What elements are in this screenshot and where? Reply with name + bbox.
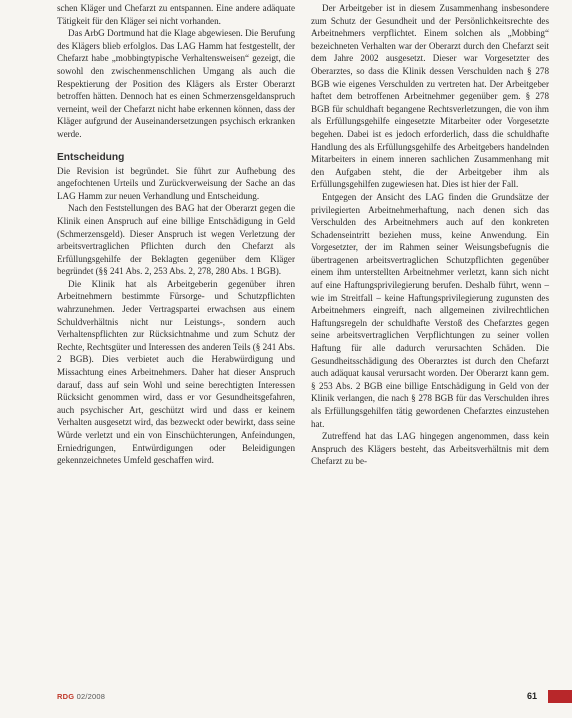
page-footer xyxy=(0,690,572,704)
paragraph: Zutreffend hat das LAG hingegen angenommen, dass kein Anspruch des Klägers besteht, das Arbeitsverhältnis mit dem Chefarzt zu be- xyxy=(311,431,549,467)
issue-number: 02/2008 xyxy=(76,692,106,701)
paragraph: Das ArbG Dortmund hat die Klage abgewiesen. Die Berufung des Klägers blieb erfolglos. Das LAG Hamm hat festgestellt, der Chefarzt habe „mobbingtypische Verhaltensweisen“ gezeigt, die sowohl den zwischenmenschlichen Umgang als auch die Respektierung der Position des Klägers als Erster Oberarzt betroffen hätten. Dennoch hat es einen Schmerzensgeldanspruch verneint, weil der Chefarzt nicht habe erkennen können, dass der Kläger aufgrund der Auseinandersetzungen psychisch erkranken werde. xyxy=(57,28,295,139)
paragraph: Die Revision ist begründet. Sie führt zur Aufhebung des angefochtenen Urteils und Zurückverweisung der Sache an das LAG Hamm zur neuen Verhandlung und Entscheidung. xyxy=(57,165,295,201)
paragraph: Die Klinik hat als Arbeitgeberin gegenüber ihren Arbeitnehmern bestimmte Fürsorge- und Schutzpflichten wahrzunehmen. Jeder Vertragspartei erwachsen aus einem Schuldverhältnis nicht nur Leistungs-, sondern auch Verhaltenspflichten zur Rücksichtnahme und zum Schutz der Rechte, Rechtsgüter und Interessen des anderen Teils (§ 241 Abs. 2 BGB). Dies verbietet auch die Herabwürdigung und Missachtung eines Arbeitnehmers. Daher hat dieser Anspruch darauf, dass auf sein Wohl und seine berechtigten Interessen Rücksicht genommen wird, dass er vor Gesundheitsgefahren, auch psychischer Art, geschützt wird und dass er keinem Verhalten ausgesetzt wird, das bezweckt oder bewirkt, dass seine Würde verletzt und ein von Einschüchterungen, Anfeindungen, Erniedrigungen, Entwürdigungen oder Beleidigungen gekennzeichnetes Umfeld geschaffen wird. xyxy=(57,278,295,466)
left-column xyxy=(57,2,295,467)
page-color-tab xyxy=(548,690,572,703)
paragraph: Entgegen der Ansicht des LAG finden die Grundsätze der privilegierten Arbeitnehmerhaftung, nach denen sich das Verschulden des Arbeitnehmers auch auf den konkreten Schadenseintritt beziehen muss, keine Anwendung. Ein Vorgesetzter, der im Rahmen seiner Weisungsbefugnis die übertragenen arbeitsvertraglichen Schutzpflichten gegenüber einem ihm unterstellten Arbeitnehmer verletzt, kann sich nicht auf eine Haftungsprivilegierung berufen. Deshalb führt, wenn – wie im Streitfall – keine Haftungsprivilegierung zugunsten des Arbeitnehmers eingreift, nach allgemeinen zivilrechtlichen Haftungsregeln der schuldhafte Verstoß des Chefarztes gegen seine arbeitsvertraglichen Verpflichtungen zu seiner vollen Haftung für alle dadurch verursachten Schäden. Die Gesundheitsschädigung des Oberarztes ist durch den Chefarzt auch adäquat kausal verursacht worden. Der Oberarzt kann gem. § 253 Abs. 2 BGB eine billige Entschädigung in Geld von der Klinik verlangen, die nach § 278 BGB für das Verschulden ihres als Erfüllungsgehilfen tätig gewordenen Chefarztes einzustehen hat. xyxy=(311,191,549,429)
paragraph: schen Kläger und Chefarzt zu entspannen. Eine andere adäquate Tätigkeit für den Kläger sei nicht vorhanden. xyxy=(57,3,295,26)
paragraph: Nach den Feststellungen des BAG hat der Oberarzt gegen die Klinik einen Anspruch auf eine billige Entschädigung in Geld (Schmerzensgeld). Dieser Anspruch ist wegen Verletzung der arbeitsvertraglichen Pflichten durch den Chefarzt als Erfüllungsgehilfe der Beklagten gegenüber dem Kläger begründet (§§ 241 Abs. 2, 253 Abs. 2, 278, 280 Abs. 1 BGB). xyxy=(57,203,295,277)
journal-issue xyxy=(57,692,105,701)
paragraph: Der Arbeitgeber ist in diesem Zusammenhang insbesondere zum Schutz der Gesundheit und der Persönlichkeitsrechte des Arbeitnehmers verpflichtet. Einem solchen als „Mobbing“ bezeichneten Verhalten war der Oberarzt durch den Chefarzt seit dem Jahre 2002 ausgesetzt. Dieser war Vorgesetzter des Oberarztes, so dass die Klinik dessen Verschulden nach § 278 BGB wie eigenes Verschulden zu vertreten hat. Der Arbeitgeber haftet dem betroffenen Arbeitnehmer gegenüber gem. § 278 BGB für schuldhaft begangene Rechtsverletzungen, die von ihm als Erfüllungsgehilfe eingesetzte Mitarbeiter oder Vorgesetzte begehen. Dabei ist es jedoch erforderlich, dass die schuldhafte Handlung des als Erfüllungsgehilfe des Arbeitgebers handelnden Mitarbeiters in einem inneren sachlichen Zusammenhang mit den Aufgaben steht, die der Arbeitgeber ihm als Erfüllungsgehilfen zugewiesen hat. Dies ist hier der Fall. xyxy=(311,3,549,190)
page-number: 61 xyxy=(527,691,538,701)
right-column xyxy=(311,2,549,468)
section-heading: Entscheidung xyxy=(57,151,125,163)
journal-brand: RDG xyxy=(57,692,75,701)
